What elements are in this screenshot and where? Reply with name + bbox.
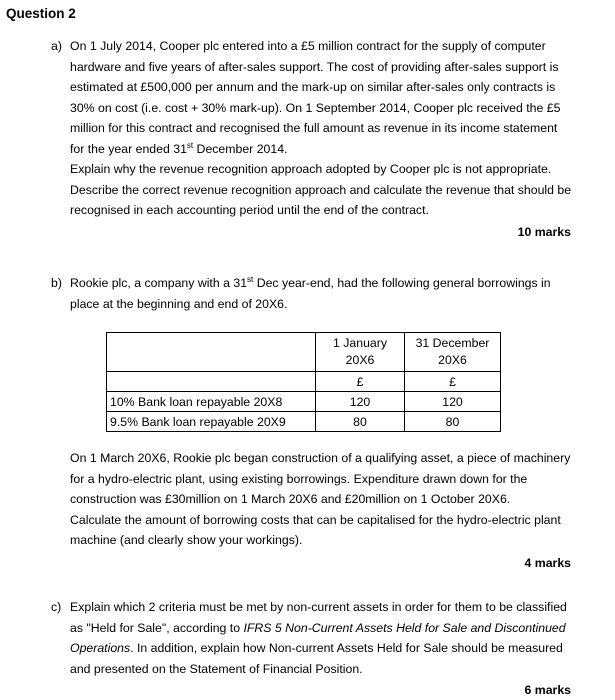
loan-jan-value: 120 xyxy=(316,392,405,412)
part-c-line: Operations. In addition, explain how Non-current Assets Held for Sale should be measured xyxy=(70,641,563,655)
part-b-intro-line: Rookie plc, a company with a 31st Dec year-end, had the following general borrowings in xyxy=(70,274,551,290)
question-title: Question 2 xyxy=(6,6,76,21)
table-currency-row xyxy=(107,372,501,392)
loan-label: 9.5% Bank loan repayable 20X9 xyxy=(107,412,316,432)
part-b-line: for a hydro-electric plant, using existing borrowings. Expenditure drawn down for the xyxy=(70,471,528,486)
currency-cell: £ xyxy=(405,372,501,392)
loan-dec-value: 120 xyxy=(405,392,501,412)
part-a-label: a) xyxy=(51,39,62,53)
part-c-line: as "Held for Sale", according to IFRS 5 Non-Current Assets Held for Sale and Discontinued xyxy=(70,620,566,635)
loan-label: 10% Bank loan repayable 20X8 xyxy=(107,392,316,412)
loan-jan-value: 80 xyxy=(316,412,405,432)
part-c-line: and presented on the Statement of Financial Position. xyxy=(70,661,363,676)
part-b-text xyxy=(70,448,570,551)
col-1-january-header: 1 January 20X6 xyxy=(316,333,405,372)
currency-cell: £ xyxy=(316,372,405,392)
part-a-text xyxy=(70,36,571,221)
part-c-line: Explain which 2 criteria must be met by non-current assets in order for them to be classified xyxy=(70,600,567,614)
part-b-line: construction was £30million on 1 March 20X6 and £20million on 1 October 20X6. xyxy=(70,492,511,506)
part-a-line: hardware and five years of after-sales support. The cost of providing after-sales support is xyxy=(70,59,559,74)
part-c-marks: 6 marks xyxy=(524,683,571,697)
part-a-line: estimated at £500,000 per annum and the mark-up on similar after-sales only contracts is xyxy=(70,80,556,94)
table-row xyxy=(107,412,501,432)
part-a-line: On 1 July 2014, Cooper plc entered into a £5 million contract for the supply of computer xyxy=(70,39,546,53)
part-b-line: Calculate the amount of borrowing costs that can be capitalised for the hydro-electric plant xyxy=(70,512,561,527)
borrowings-table xyxy=(106,332,501,432)
part-b-label: b) xyxy=(51,276,62,290)
part-a-line: 30% on cost (i.e. cost + 30% mark-up). On 1 September 2014, Cooper plc received the £5 xyxy=(70,100,561,115)
part-a-marks: 10 marks xyxy=(517,225,571,239)
col-31-december-header: 31 December 20X6 xyxy=(405,333,501,372)
table-row xyxy=(107,392,501,412)
part-b-intro xyxy=(70,273,551,314)
part-b-intro-line: place at the beginning and end of 20X6. xyxy=(70,296,288,311)
part-a-line: Explain why the revenue recognition approach adopted by Cooper plc is not appropriate. xyxy=(70,162,552,176)
part-b-line: On 1 March 20X6, Rookie plc began construction of a qualifying asset, a piece of machinery xyxy=(70,451,571,465)
part-a-line: recognised in each accounting period until the end of the contract. xyxy=(70,203,429,217)
part-a-line: Describe the correct revenue recognition approach and calculate the revenue that should be xyxy=(70,182,572,197)
part-a-line: million for this contract and recognised the full amount as revenue in its income statement xyxy=(70,121,558,135)
part-c-text xyxy=(70,597,567,679)
loan-dec-value: 80 xyxy=(405,412,501,432)
part-c-label: c) xyxy=(51,600,62,614)
part-b-line: machine (and clearly show your workings). xyxy=(70,533,303,547)
part-a-line: for the year ended 31st December 2014. xyxy=(70,140,288,156)
part-b-marks: 4 marks xyxy=(524,556,571,570)
table-header-row xyxy=(107,333,501,372)
